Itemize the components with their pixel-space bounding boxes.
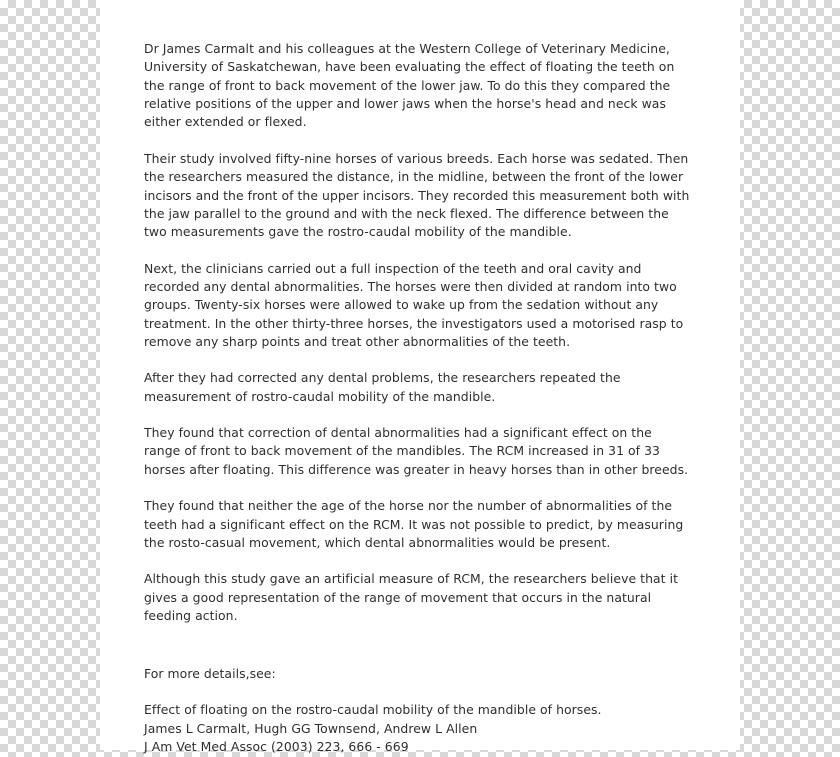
reference-citation: J Am Vet Med Assoc (2003) 223, 666 - 669 bbox=[144, 739, 409, 755]
document-body bbox=[144, 40, 692, 757]
reference-title: Effect of floating on the rostro-caudal mobility of the mandible of horses. bbox=[144, 701, 602, 717]
paragraph-6: They found that neither the age of the horse nor the number of abnormalities of the teeth had a significant effect on the RCM. It was not possible to predict, by measuring the rosto-casual movement, which dental abnormalities would be present. bbox=[144, 498, 684, 550]
reference-block bbox=[144, 701, 692, 757]
paragraph-2: Their study involved fifty-nine horses of various breeds. Each horse was sedated. Then the researchers measured the distance, in the midline, between the front of the lower incisors and the front of the upper incisors. They recorded this measurement both with the jaw parallel to the ground and with the neck flexed. The difference between the two measurements gave the rostro-caudal mobility of the mandible. bbox=[144, 150, 690, 240]
paragraph-1: Dr James Carmalt and his colleagues at the Western College of Veterinary Medicine, University of Saskatchewan, have been evaluating the effect of floating the teeth on the range of front to back movement of the lower jaw. To do this they compared the relative positions of the upper and lower jaws when the horse's head and neck was either extended or flexed. bbox=[144, 41, 675, 130]
paragraph-5: They found that correction of dental abnormalities had a significant effect on the range of front to back movement of the mandibles. The RCM increased in 31 of 33 horses after floating. This difference was greater in heavy horses than in other breeds. bbox=[144, 425, 689, 477]
paragraph-4: After they had corrected any dental problems, the researchers repeated the measurement of rostro-caudal mobility of the mandible. bbox=[144, 370, 621, 404]
paragraph-7: Although this study gave an artificial measure of RCM, the researchers believe that it gives a good representation of the range of movement that occurs in the natural feeding action. bbox=[144, 571, 679, 623]
more-details-label: For more details,see: bbox=[144, 666, 276, 682]
reference-authors: James L Carmalt, Hugh GG Townsend, Andrew L Allen bbox=[144, 720, 478, 736]
document-page bbox=[100, 0, 740, 755]
section-spacer bbox=[144, 643, 692, 665]
paragraph-3: Next, the clinicians carried out a full inspection of the teeth and oral cavity and recorded any dental abnormalities. The horses were then divided at random into two groups. Twenty-six horses were allowed to wake up from the sedation without any treatment. In the other thirty-three horses, the investigators used a motorised rasp to remove any sharp points and treat other abnormalities of the teeth. bbox=[144, 260, 684, 350]
